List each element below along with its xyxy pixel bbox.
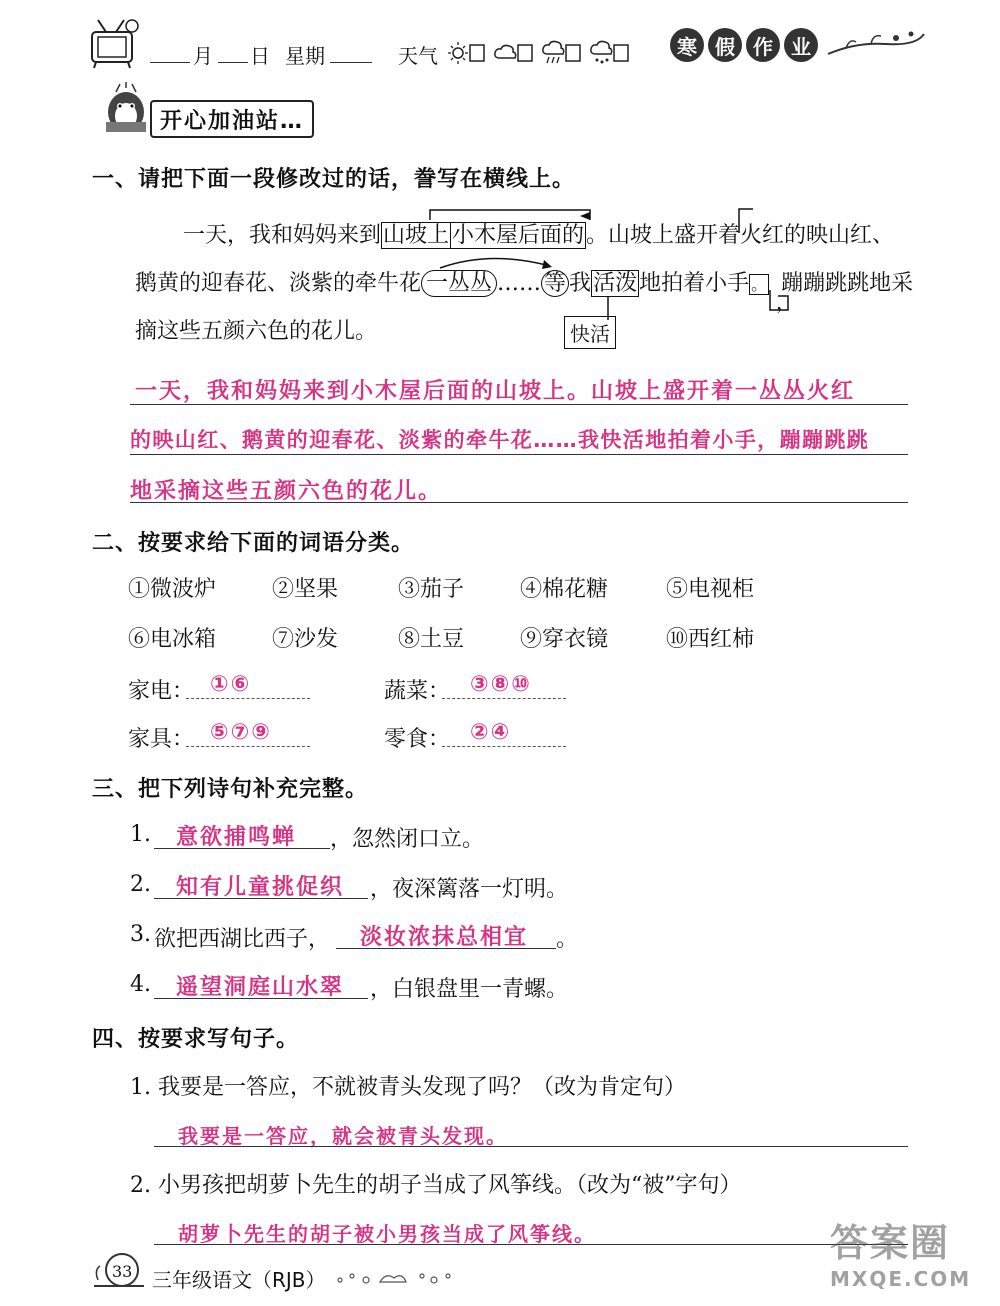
poem-answer: 意欲捕鸣蝉	[176, 825, 297, 850]
word-item: ⑩西红柿	[666, 627, 755, 652]
banner-char: 假	[708, 28, 742, 62]
word-item: ⑤电视柜	[666, 577, 755, 602]
category-label: 家电：	[128, 679, 195, 704]
original-text: 地拍着小手	[639, 271, 750, 296]
weather-label: 天气	[398, 44, 438, 68]
page-number: 33	[112, 1262, 133, 1281]
word-item: ④棉花糖	[520, 577, 609, 602]
word-item: ①微波炉	[128, 577, 217, 602]
poem-blank[interactable]	[154, 998, 368, 999]
marked-phrase-house: 小木屋后面的	[452, 223, 585, 248]
word-item: ⑥电冰箱	[128, 627, 217, 652]
poem-num: 1.	[130, 822, 151, 847]
snow-icon	[591, 41, 612, 63]
deleted-word-deng: 等	[541, 270, 569, 297]
banner-char: 寒	[670, 28, 704, 62]
poem-answer: 知有儿童挑促织	[176, 875, 345, 900]
poem-answer: 遥望洞庭山水翠	[176, 975, 345, 1000]
swap-arrow-icon	[420, 206, 600, 222]
q1-original-line1	[135, 218, 894, 249]
branch-decoration-icon	[826, 22, 926, 62]
poem-text: ，夜深篱落一灯明。	[370, 877, 569, 902]
original-text: 鹅黄的迎春花、淡紫的牵牛花	[135, 271, 422, 296]
category-answer-line[interactable]	[186, 746, 310, 747]
poem-text: 欲把西湖比西子，	[154, 927, 331, 952]
q1-answer-line1: 一天，我和妈妈来到小木屋后面的山坡上。山坡上盛开着一丛丛火红	[135, 379, 856, 404]
poem-num: 3.	[130, 922, 151, 947]
category-label: 蔬菜：	[384, 679, 451, 704]
original-text: 摘这些五颜六色的花儿。	[135, 319, 378, 344]
category-label: 零食：	[384, 727, 451, 752]
original-text: 我	[569, 271, 592, 296]
penguin-icon	[96, 82, 156, 138]
q4-answer-line[interactable]	[154, 1244, 908, 1245]
poem-blank[interactable]	[154, 848, 330, 849]
q1-title: 一、请把下面一段修改过的话，誊写在横线上。	[92, 167, 576, 192]
q4-answer: 胡萝卜先生的胡子被小男孩当成了风筝线。	[178, 1222, 596, 1246]
category-answer-line[interactable]	[442, 746, 566, 747]
category-answer-line[interactable]	[186, 698, 310, 699]
sun-icon	[448, 42, 468, 64]
q1-answer-rule	[130, 454, 908, 455]
q3-title: 三、把下列诗句补充完整。	[92, 777, 369, 802]
replaced-word-huopo: 活泼	[593, 271, 638, 296]
watermark-text: 答案圈	[830, 1221, 951, 1265]
original-text: 。山坡上盛开着火红的映山红、	[586, 223, 895, 248]
poem-num: 2.	[130, 872, 151, 897]
poem-text: 。	[556, 927, 579, 952]
date-month-line[interactable]	[150, 62, 190, 63]
date-weekday-line[interactable]	[330, 62, 372, 63]
banner-char: 作	[746, 28, 780, 62]
replaced-period: 。	[751, 275, 768, 294]
q1-answer-line2: 的映山红、鹅黄的迎春花、淡紫的牵牛花……我快活地拍着小手，蹦蹦跳跳	[130, 428, 870, 452]
inserted-word: 快活	[570, 322, 610, 346]
insert-arrow-icon	[735, 205, 755, 235]
footer-decoration	[330, 1264, 460, 1290]
word-item: ⑨穿衣镜	[520, 627, 609, 652]
banner-char: 业	[784, 28, 818, 62]
poem-answer: 淡妆浓抹总相宜	[360, 925, 529, 950]
poem-blank[interactable]	[336, 948, 556, 949]
q1-answer-rule	[130, 502, 908, 503]
winter-homework-banner	[670, 28, 830, 70]
q4-answer-line[interactable]	[154, 1146, 908, 1147]
original-text: 一天，我和妈妈来到	[183, 223, 382, 248]
category-answer: ②④	[470, 720, 512, 745]
date-weekday-label: 星期	[285, 44, 325, 68]
poem-text: ，白银盘里一青螺。	[370, 977, 569, 1002]
q1-answer-rule	[130, 404, 908, 405]
inserted-comma: ，	[776, 290, 796, 314]
watermark-logo	[830, 1212, 990, 1302]
category-answer: ①⑥	[210, 672, 252, 697]
q4-title: 四、按要求写句子。	[92, 1027, 300, 1052]
category-answer-line[interactable]	[442, 698, 566, 699]
rain-icon	[543, 41, 564, 63]
date-day-label: 日	[250, 44, 270, 68]
word-item: ⑧土豆	[398, 627, 465, 652]
weather-options	[448, 40, 648, 66]
watermark-url: MXQE.COM	[830, 1267, 972, 1291]
inserted-word-box	[564, 316, 616, 349]
cloud-icon	[495, 45, 516, 58]
q4-question: 2. 小男孩把胡萝卜先生的胡子当成了风筝线。（改为“被”字句）	[130, 1173, 742, 1198]
word-item: ③茄子	[398, 577, 465, 602]
poem-num: 4.	[130, 972, 151, 997]
q4-answer: 我要是一答应，就会被青头发现。	[178, 1124, 508, 1148]
category-answer: ③⑧⑩	[470, 672, 532, 697]
date-day-line[interactable]	[218, 62, 248, 63]
marked-phrase-bushes: 一丛丛	[421, 270, 497, 297]
word-item: ②坚果	[272, 577, 339, 602]
q1-answer-line3: 地采摘这些五颜六色的花儿。	[130, 479, 443, 504]
section-banner-text: 开心加油站…	[160, 108, 305, 134]
category-label: 家具：	[128, 727, 195, 752]
poem-blank[interactable]	[154, 898, 368, 899]
word-item: ⑦沙发	[272, 627, 339, 652]
move-arrow-icon	[430, 254, 560, 274]
header-tv-icon	[86, 14, 144, 70]
q1-original-line3	[135, 314, 377, 345]
original-text: ……	[497, 271, 542, 296]
category-answer: ⑤⑦⑨	[210, 720, 272, 745]
date-month-label: 月	[193, 44, 213, 68]
poem-text: ，忽然闭口立。	[330, 827, 485, 852]
q4-question: 1. 我要是一答应，不就被青头发现了吗？（改为肯定句）	[130, 1075, 686, 1100]
q2-title: 二、按要求给下面的词语分类。	[92, 531, 415, 556]
section-banner	[150, 100, 314, 138]
original-text: 蹦蹦跳跳地采	[781, 271, 914, 296]
marked-phrase-hill: 山坡上	[383, 223, 450, 248]
book-title: 三年级语文（RJB）	[152, 1268, 326, 1292]
